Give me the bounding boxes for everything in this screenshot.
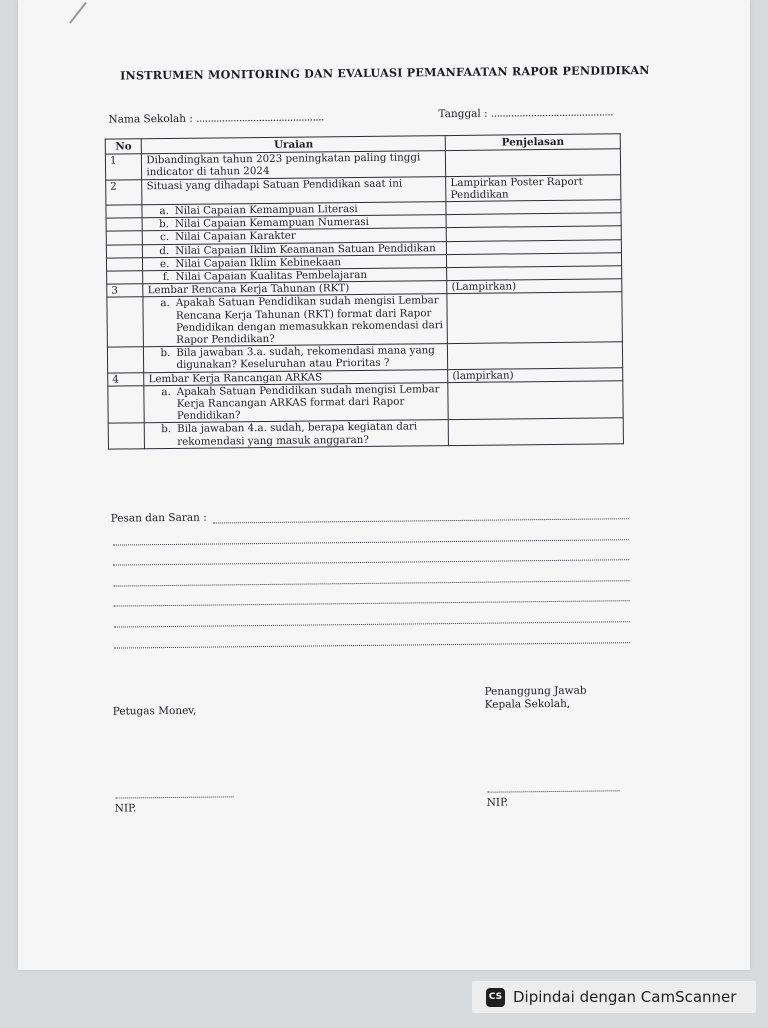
cell-no (106, 244, 142, 258)
cell-penjelasan (448, 418, 623, 445)
header-uraian: Uraian (142, 136, 446, 154)
petugas-monev-title: Petugas Monev, (112, 704, 197, 718)
cell-uraian (144, 344, 448, 373)
item-letter: f. (162, 271, 170, 284)
cell-no: 1 (105, 154, 142, 180)
cell-uraian: Lembar Rencana Kerja Tahunan (RKT) (143, 281, 447, 297)
cell-uraian (143, 294, 447, 347)
header-penjelasan: Penjelasan (445, 134, 620, 151)
cell-uraian (145, 420, 449, 449)
table-row (108, 418, 623, 449)
item-letter: e. (159, 257, 170, 270)
cell-no (107, 347, 144, 373)
cell-no (107, 271, 143, 285)
cell-uraian (144, 382, 448, 423)
saran-line (114, 642, 630, 648)
saran-line (213, 518, 629, 523)
cell-penjelasan (447, 292, 622, 344)
nama-sekolah-dots: ............................................. (196, 111, 324, 125)
cell-uraian: Situasi yang dihadapi Satuan Pendidikan saat ini (142, 176, 446, 205)
item-letter: d. (159, 244, 170, 257)
nama-sekolah-field (108, 111, 324, 125)
tanggal-label: Tanggal : (438, 107, 488, 121)
saran-line (114, 621, 630, 627)
left-signature-line (116, 796, 234, 798)
item-letter: c. (159, 231, 170, 244)
item-text: Nilai Capaian Kemampuan Numerasi (174, 216, 369, 231)
cell-no (107, 297, 144, 347)
kepala-sekolah-title: Kepala Sekolah, (484, 697, 571, 711)
cell-penjelasan (448, 381, 623, 420)
left-nip-label: NIP. (114, 802, 137, 815)
pesan-saran-label: Pesan dan Saran : (110, 511, 207, 525)
cell-no (108, 423, 145, 449)
table-body (105, 149, 623, 449)
item-letter: a. (161, 385, 171, 398)
saran-line (113, 559, 629, 565)
item-letter: b. (160, 347, 171, 360)
penanggung-jawab-title: Penanggung Jawab (484, 684, 587, 698)
table-row (108, 381, 623, 424)
cell-penjelasan: (Lampirkan) (447, 279, 622, 294)
monitoring-table (105, 133, 624, 449)
cell-no (106, 258, 142, 272)
item-text: Nilai Capaian Iklim Keamanan Satuan Pendidikan (175, 241, 436, 257)
table-row (107, 292, 622, 347)
cell-no (106, 205, 142, 219)
item-text: Nilai Capaian Kemampuan Literasi (174, 203, 358, 217)
cell-penjelasan (448, 342, 623, 369)
item-text: Nilai Capaian Iklim Kebinekaan (175, 256, 342, 270)
saran-line (113, 580, 629, 586)
saran-line (114, 600, 630, 606)
tanggal-field (438, 106, 613, 120)
right-nip-label: NIP. (486, 796, 509, 809)
cell-no (106, 231, 142, 245)
saran-line (113, 539, 629, 545)
header-no: No (105, 139, 142, 155)
camscanner-badge (472, 981, 756, 1013)
cell-no: 2 (106, 179, 143, 205)
item-letter: b. (161, 423, 172, 436)
item-letter: b. (159, 218, 170, 231)
item-text: Nilai Capaian Kualitas Pembelajaran (175, 268, 368, 283)
cell-no (106, 218, 142, 232)
cell-uraian: Dibandingkan tahun 2023 peningkatan paling tinggi indicator di tahun 2024 (142, 151, 446, 180)
document-title: INSTRUMEN MONITORING DAN EVALUASI PEMANFAATAN RAPOR PENDIDIKAN (119, 62, 650, 83)
cell-no: 3 (107, 284, 143, 298)
cell-penjelasan (446, 149, 621, 176)
camscanner-label: Dipindai dengan CamScanner (513, 988, 737, 1006)
camscanner-icon: CS (486, 988, 505, 1007)
cell-no (108, 386, 145, 424)
item-text: Bila jawaban 4.a. sudah, berapa kegiatan dari rekomendasi yang masuk anggaran? (177, 420, 418, 448)
tanggal-dots: ........................................... (490, 106, 614, 120)
cell-uraian: Lembar Kerja Rancangan ARKAS (144, 369, 448, 385)
right-signature-line (488, 790, 620, 792)
item-letter: a. (160, 297, 170, 310)
cell-penjelasan: (lampirkan) (448, 367, 623, 382)
penanggung-jawab-block (484, 685, 586, 712)
item-letter: a. (159, 205, 169, 218)
cell-penjelasan: Lampirkan Poster Raport Pendidikan (446, 174, 621, 201)
item-text: Nilai Capaian Karakter (175, 230, 296, 244)
item-text: Apakah Satuan Pendidikan sudah mengisi Lembar Rencana Kerja Tahunan (RKT) format dari Rapor Pendidikan dengan memasukkan rekomendasi dari Rapor Pendidikan? (175, 294, 443, 346)
nama-sekolah-label: Nama Sekolah : (108, 112, 193, 126)
item-text: Bila jawaban 3.a. sudah, rekomendasi mana yang digunakan? Keseluruhan atau Prioritas ? (176, 344, 435, 372)
cell-no: 4 (108, 372, 144, 386)
item-text: Apakah Satuan Pendidikan sudah mengisi Lembar Kerja Rancangan ARKAS format dari Rapor Pendidikan? (176, 383, 440, 423)
